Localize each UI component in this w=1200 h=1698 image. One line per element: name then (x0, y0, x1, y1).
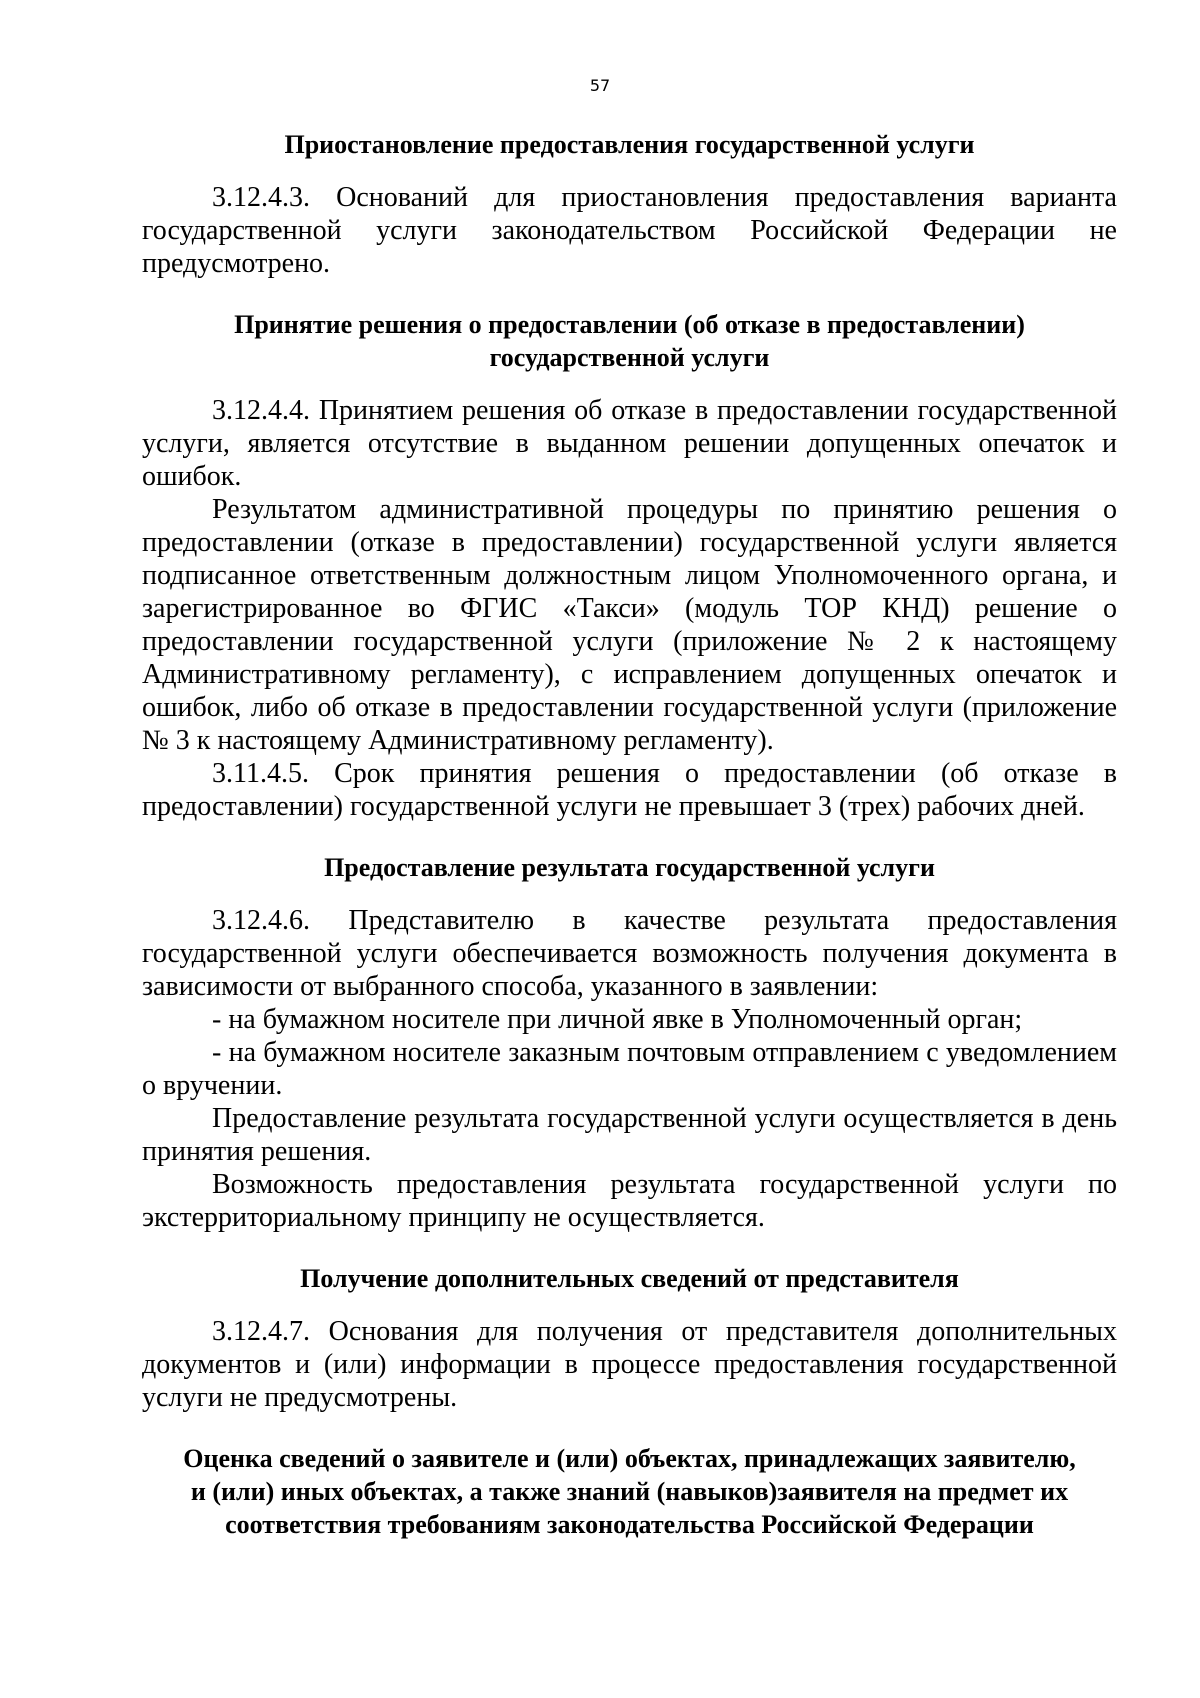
paragraph: Предоставление результата государственной услуги осуществляется в день принятия решения. (142, 1103, 1117, 1167)
section-heading-line: Оценка сведений о заявителе и (или) объектах, принадлежащих заявителю, (183, 1444, 1076, 1473)
list-item: - на бумажном носителе заказным почтовым отправлением с уведомлением о вручении. (142, 1037, 1117, 1101)
section-suspension (142, 128, 1117, 280)
paragraph: Возможность предоставления результата государственной услуги по экстерриториальному принципу не осуществляется. (142, 1169, 1117, 1233)
section-heading: Приостановление предоставления государственной услуги (284, 130, 975, 159)
paragraph: 3.12.4.6. Представителю в качестве результата предоставления государственной услуги обеспечивается возможность получения документа в зависимости от выбранного способа, указанного в заявлении: (142, 905, 1117, 1002)
list-item: - на бумажном носителе при личной явке в Уполномоченный орган; (212, 1004, 1023, 1035)
section-heading (142, 1442, 1117, 1541)
page-number: 57 (589, 76, 611, 95)
section-heading (142, 308, 1117, 374)
paragraph: 3.12.4.4. Принятием решения об отказе в предоставлении государственной услуги, является отсутствие в выданном решении допущенных опечаток и ошибок. (142, 395, 1117, 492)
section-heading-line: Принятие решения о предоставлении (об отказе в предоставлении) (234, 310, 1025, 339)
section-heading: Получение дополнительных сведений от представителя (300, 1264, 959, 1293)
document-body (142, 128, 1117, 1541)
section-result-provision (142, 851, 1117, 1234)
paragraph: 3.11.4.5. Срок принятия решения о предоставлении (об отказе в предоставлении) государственной услуги не превышает 3 (трех) рабочих дней. (142, 758, 1117, 822)
section-assessment (142, 1442, 1117, 1541)
section-additional-info (142, 1262, 1117, 1414)
paragraph: Результатом административной процедуры по принятию решения о предоставлении (отказе в предоставлении) государственной услуги является подписанное ответственным должностным лицом Уполномоченного органа, и зарегистрированное во ФГИС «Такси» (модуль ТОР КНД) решение о предоставлении государственной услуги (приложение № 2 к настоящему Административному регламенту), с исправлением допущенных опечаток и ошибок, либо об отказе в предоставлении государственной услуги (приложение № 3 к настоящему Административному регламенту). (142, 494, 1117, 756)
section-heading-line: соответствия требованиям законодательства Российской Федерации (225, 1510, 1034, 1539)
paragraph: 3.12.4.7. Основания для получения от представителя дополнительных документов и (или) информации в процессе предоставления государственной услуги не предусмотрены. (142, 1316, 1117, 1413)
paragraph: 3.12.4.3. Оснований для приостановления предоставления варианта государственной услуги законодательством Российской Федерации не предусмотрено. (142, 182, 1117, 279)
section-heading-line: государственной услуги (489, 343, 770, 372)
section-decision (142, 308, 1117, 823)
section-heading: Предоставление результата государственной услуги (324, 853, 935, 882)
section-heading-line: и (или) иных объектах, а также знаний (навыков)заявителя на предмет их (190, 1477, 1069, 1506)
